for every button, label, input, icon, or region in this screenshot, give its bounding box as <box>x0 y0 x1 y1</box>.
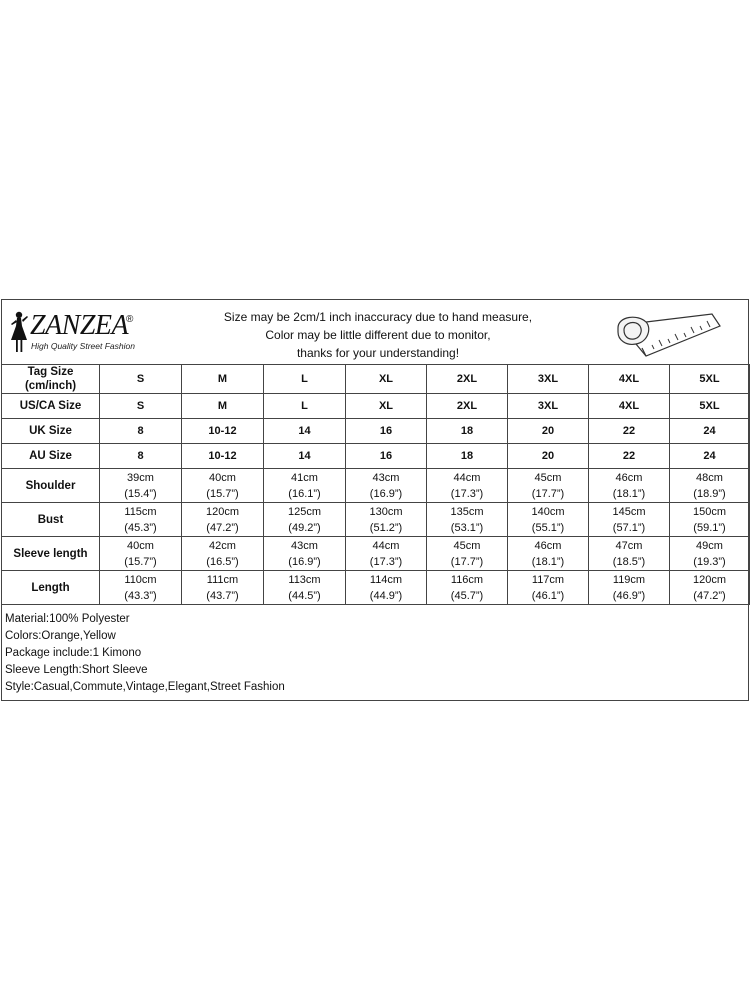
inch-value: (45.3”) <box>124 521 157 534</box>
table-cell <box>670 571 750 605</box>
row-label: AU Size <box>2 444 100 469</box>
table-cell: 22 <box>589 419 670 444</box>
size-header-cell: XL <box>346 365 427 394</box>
row-label: Length <box>2 571 100 605</box>
inch-value: (18.9”) <box>693 487 726 500</box>
inch-value: (18.1”) <box>612 487 646 500</box>
cm-value: 43cm <box>291 539 318 552</box>
table-cell <box>427 537 508 571</box>
inch-value: (59.1”) <box>693 521 726 534</box>
cm-value: 39cm <box>127 471 154 484</box>
cm-value: 120cm <box>692 573 727 586</box>
size-header-cell: 2XL <box>427 365 508 394</box>
table-cell <box>589 469 670 503</box>
cm-value: 150cm <box>692 505 727 518</box>
inch-value: (47.2”) <box>693 589 726 602</box>
cm-value: 119cm <box>612 573 646 586</box>
table-cell <box>346 571 427 605</box>
table-cell <box>508 469 589 503</box>
row-label: Sleeve length <box>2 537 100 571</box>
cm-value: 111cm <box>206 573 239 586</box>
inch-value: (16.1”) <box>288 487 321 500</box>
table-cell <box>100 537 182 571</box>
table-cell: 3XL <box>508 394 589 419</box>
length-row <box>2 571 750 605</box>
inch-value: (49.2”) <box>288 521 321 534</box>
inch-value: (46.9”) <box>612 589 646 602</box>
inch-value: (17.3”) <box>450 487 484 500</box>
table-cell <box>264 503 346 537</box>
table-cell <box>182 469 264 503</box>
tag-size-label: Tag Size (cm/inch) <box>2 365 100 394</box>
inch-value: (16.5”) <box>206 555 239 568</box>
table-cell <box>182 537 264 571</box>
table-cell: XL <box>346 394 427 419</box>
table-cell: 4XL <box>589 394 670 419</box>
colors-line: Colors:Orange,Yellow <box>5 630 116 642</box>
size-chart <box>1 299 749 701</box>
size-header-cell: 4XL <box>589 365 670 394</box>
cm-value: 114cm <box>369 573 403 586</box>
row-label: UK Size <box>2 419 100 444</box>
table-cell <box>346 469 427 503</box>
inch-value: (18.1”) <box>531 555 565 568</box>
registered-mark: ® <box>126 314 134 325</box>
tag-size-row <box>2 365 750 394</box>
cm-value: 110cm <box>124 573 157 586</box>
us-ca-size-row <box>2 394 750 419</box>
measurement-notes <box>182 308 574 362</box>
table-cell: 8 <box>100 419 182 444</box>
inch-value: (43.7”) <box>206 589 239 602</box>
row-label: US/CA Size <box>2 394 100 419</box>
cm-value: 46cm <box>615 471 643 484</box>
row-label: Shoulder <box>2 469 100 503</box>
inch-value: (19.3”) <box>693 555 726 568</box>
table-cell <box>182 571 264 605</box>
size-header-cell: 5XL <box>670 365 750 394</box>
inch-value: (46.1”) <box>531 589 565 602</box>
table-cell <box>670 537 750 571</box>
table-cell: 18 <box>427 444 508 469</box>
inch-value: (15.7”) <box>124 555 157 568</box>
cm-value: 43cm <box>372 471 400 484</box>
table-cell <box>589 503 670 537</box>
table-cell: 20 <box>508 419 589 444</box>
cm-value: 40cm <box>127 539 154 552</box>
table-cell <box>427 503 508 537</box>
cm-value: 120cm <box>205 505 240 518</box>
table-cell <box>670 469 750 503</box>
table-cell <box>264 537 346 571</box>
table-cell <box>589 571 670 605</box>
package-line: Package include:1 Kimono <box>5 647 142 659</box>
table-cell: L <box>264 394 346 419</box>
table-cell: 16 <box>346 419 427 444</box>
sleeve-line: Sleeve Length:Short Sleeve <box>5 664 148 676</box>
table-cell <box>100 503 182 537</box>
table-cell: 24 <box>670 444 750 469</box>
table-cell: 2XL <box>427 394 508 419</box>
brand-tagline: High Quality Street Fashion <box>31 341 135 351</box>
table-cell: 22 <box>589 444 670 469</box>
table-cell <box>264 571 346 605</box>
inch-value: (17.7”) <box>450 555 484 568</box>
style-line: Style:Casual,Commute,Vintage,Elegant,Street Fashion <box>5 681 285 693</box>
inch-value: (17.3”) <box>369 555 403 568</box>
cm-value: 48cm <box>696 471 723 484</box>
table-cell <box>508 503 589 537</box>
au-size-row <box>2 444 750 469</box>
measuring-tape-icon <box>608 304 726 362</box>
inch-value: (45.7”) <box>450 589 484 602</box>
size-header-cell: 3XL <box>508 365 589 394</box>
product-info <box>5 611 285 696</box>
note-line: Color may be little different due to monitor, <box>265 328 491 342</box>
size-header-cell: M <box>182 365 264 394</box>
cm-value: 117cm <box>531 573 565 586</box>
size-header-cell: L <box>264 365 346 394</box>
cm-value: 130cm <box>369 505 403 518</box>
material-line: Material:100% Polyester <box>5 613 130 625</box>
cm-value: 41cm <box>291 471 318 484</box>
inch-value: (15.7”) <box>206 487 239 500</box>
table-cell <box>264 469 346 503</box>
inch-value: (18.5”) <box>612 555 646 568</box>
table-cell <box>427 469 508 503</box>
inch-value: (51.2”) <box>369 521 403 534</box>
chart-header <box>2 300 748 364</box>
table-cell: 16 <box>346 444 427 469</box>
table-cell: 8 <box>100 444 182 469</box>
table-cell: S <box>100 394 182 419</box>
cm-value: 42cm <box>209 539 236 552</box>
table-cell: 20 <box>508 444 589 469</box>
table-cell <box>346 537 427 571</box>
table-cell <box>182 503 264 537</box>
cm-value: 140cm <box>531 505 565 518</box>
table-cell <box>427 571 508 605</box>
bust-row <box>2 503 750 537</box>
inch-value: (16.9”) <box>288 555 321 568</box>
brand-name: ZANZEA <box>30 310 129 341</box>
table-cell: 10-12 <box>182 444 264 469</box>
inch-value: (44.9”) <box>369 589 403 602</box>
inch-value: (44.5”) <box>288 589 321 602</box>
table-cell: M <box>182 394 264 419</box>
woman-silhouette-logo-icon <box>8 310 30 354</box>
inch-value: (17.7”) <box>531 487 565 500</box>
cm-value: 145cm <box>612 505 646 518</box>
note-line: thanks for your understanding! <box>296 346 460 360</box>
table-cell: 14 <box>264 444 346 469</box>
inch-value: (47.2”) <box>206 521 239 534</box>
table-cell: 5XL <box>670 394 750 419</box>
cm-value: 115cm <box>124 505 157 518</box>
cm-value: 125cm <box>287 505 322 518</box>
row-label: Bust <box>2 503 100 537</box>
note-line: Size may be 2cm/1 inch inaccuracy due to hand measure, <box>223 310 533 324</box>
uk-size-row <box>2 419 750 444</box>
cm-value: 44cm <box>372 539 400 552</box>
cm-value: 113cm <box>288 573 321 586</box>
cm-value: 135cm <box>450 505 484 518</box>
table-cell: 10-12 <box>182 419 264 444</box>
inch-value: (15.4”) <box>124 487 157 500</box>
cm-value: 45cm <box>534 471 562 484</box>
cm-value: 44cm <box>453 471 481 484</box>
table-cell <box>670 503 750 537</box>
cm-value: 49cm <box>696 539 723 552</box>
inch-value: (57.1”) <box>612 521 646 534</box>
table-cell: 18 <box>427 419 508 444</box>
cm-value: 116cm <box>450 573 484 586</box>
table-cell <box>508 571 589 605</box>
table-cell <box>100 469 182 503</box>
shoulder-row <box>2 469 750 503</box>
inch-value: (16.9”) <box>369 487 403 500</box>
inch-value: (53.1”) <box>450 521 484 534</box>
size-table <box>1 364 750 605</box>
table-cell: 14 <box>264 419 346 444</box>
table-cell <box>346 503 427 537</box>
table-cell: 24 <box>670 419 750 444</box>
table-cell <box>100 571 182 605</box>
cm-value: 40cm <box>209 471 236 484</box>
inch-value: (43.3”) <box>124 589 157 602</box>
table-cell <box>589 537 670 571</box>
inch-value: (55.1”) <box>531 521 565 534</box>
size-header-cell: S <box>100 365 182 394</box>
cm-value: 45cm <box>453 539 481 552</box>
cm-value: 47cm <box>615 539 643 552</box>
table-cell <box>508 537 589 571</box>
cm-value: 46cm <box>534 539 562 552</box>
sleeve-length-row <box>2 537 750 571</box>
